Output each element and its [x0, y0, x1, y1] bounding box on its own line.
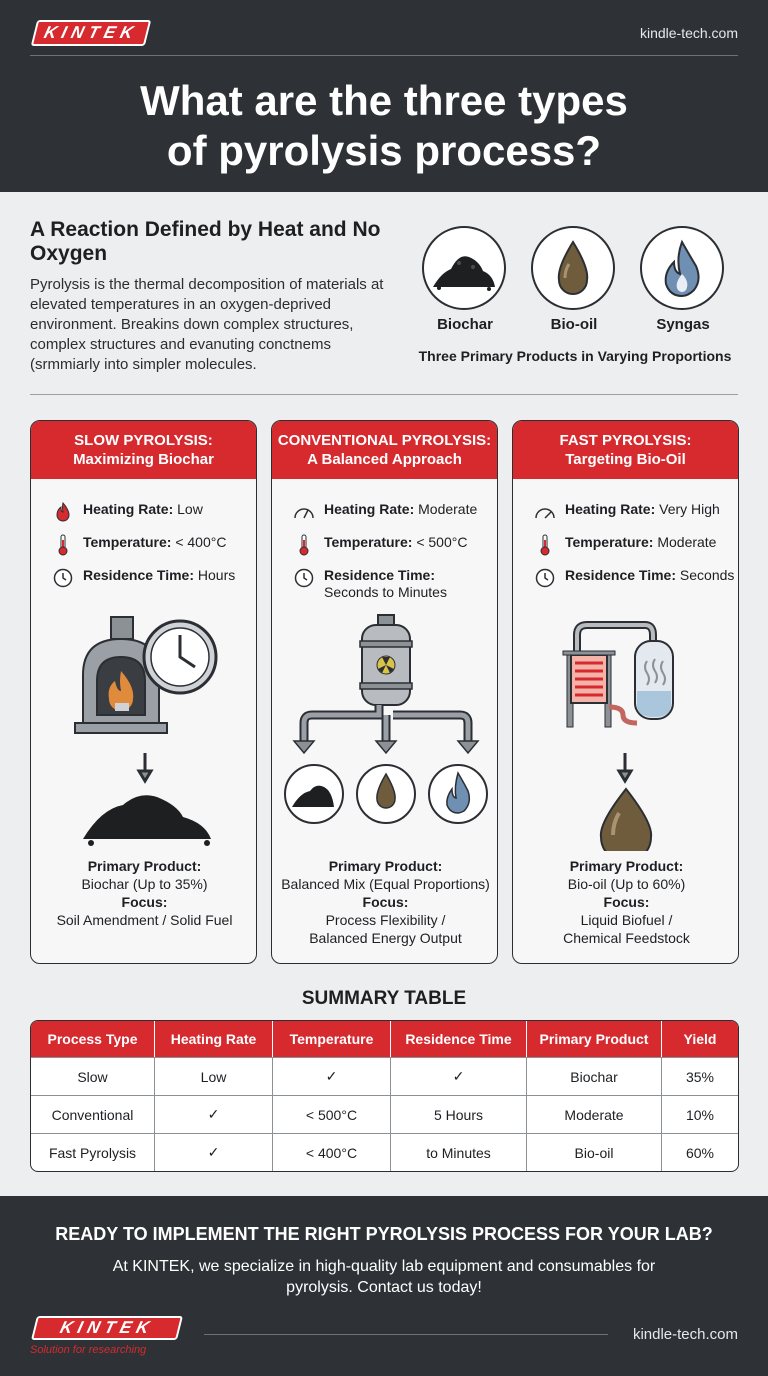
summary-table — [30, 1020, 739, 1172]
table-cell: Biochar — [527, 1057, 662, 1095]
param-value: Seconds to Minutes — [324, 584, 447, 600]
param-label: Residence Time: — [565, 567, 677, 583]
product-label: Primary Product: — [328, 858, 443, 874]
param-temperature — [51, 534, 226, 556]
focus-label: Focus: — [603, 894, 650, 910]
table-row — [31, 1095, 738, 1133]
param-label: Heating Rate: — [565, 501, 656, 517]
furnace-illustration — [31, 611, 257, 856]
product-label: Bio-oil — [550, 316, 598, 333]
clock-icon — [51, 567, 75, 589]
flame-icon — [640, 226, 724, 310]
product-label: Primary Product: — [87, 858, 202, 874]
reactor-illustration — [272, 611, 498, 856]
table-cell: 5 Hours — [391, 1095, 527, 1133]
table-cell: 10% — [662, 1095, 738, 1133]
param-label: Temperature: — [83, 534, 172, 550]
table-cell: < 400°C — [273, 1133, 391, 1171]
card-subtitle: A Balanced Approach — [307, 451, 462, 468]
card-fast-pyrolysis — [512, 420, 739, 964]
param-label: Residence Time: — [83, 567, 195, 583]
card-footer — [31, 857, 257, 929]
gauge-icon — [533, 501, 557, 523]
table-cell: Low — [155, 1057, 273, 1095]
focus-value: Soil Amendment / Solid Fuel — [56, 912, 233, 928]
product-label: Biochar — [437, 316, 493, 333]
card-footer — [272, 857, 498, 947]
param-temperature — [533, 534, 716, 556]
intro-text: Pyrolysis is the thermal decomposition of materials at elevated temperatures in an oxygen-deprived environment. Breakins down complex structures, complex structures and evanuting conctnems (srmmiarly into simpler molecules. — [30, 276, 384, 373]
param-label: Heating Rate: — [324, 501, 415, 517]
biochar-icon — [422, 226, 506, 310]
table-cell: 35% — [662, 1057, 738, 1095]
param-heating-rate — [51, 501, 203, 523]
col-header: Yield — [662, 1021, 738, 1057]
section-divider — [30, 394, 738, 395]
thermometer-icon — [533, 534, 557, 556]
param-label: Residence Time: — [324, 567, 436, 583]
product-value: Bio-oil (Up to 60%) — [567, 876, 686, 892]
col-header: Primary Product — [527, 1021, 662, 1057]
param-residence-time — [533, 567, 734, 589]
page-header — [0, 0, 768, 192]
card-footer — [513, 857, 739, 947]
product-biochar — [422, 226, 508, 333]
table-cell: Moderate — [527, 1095, 662, 1133]
oil-drop-icon — [531, 226, 615, 310]
thermometer-icon — [51, 534, 75, 556]
header-divider — [30, 55, 738, 56]
product-value: Biochar (Up to 35%) — [81, 876, 208, 892]
table-cell: < 500°C — [273, 1095, 391, 1133]
summary-title: SUMMARY TABLE — [301, 988, 467, 1009]
logo-slogan: Solution for researching — [30, 1344, 147, 1356]
page-title — [0, 76, 768, 176]
title-line-2: of pyrolysis process? — [166, 127, 602, 174]
card-title: CONVENTIONAL PYROLYSIS: — [277, 432, 492, 449]
kintek-logo[interactable] — [31, 1316, 183, 1340]
card-title: FAST PYROLYSIS: — [559, 432, 692, 449]
table-header-row — [31, 1021, 738, 1057]
gauge-icon — [292, 501, 316, 523]
card-subtitle: Targeting Bio-Oil — [565, 451, 686, 468]
table-row — [31, 1133, 738, 1171]
param-label: Temperature: — [565, 534, 654, 550]
reactor-condenser-illustration — [513, 611, 739, 856]
product-bio-oil — [531, 226, 617, 333]
focus-value: Process Flexibility / — [325, 912, 446, 928]
table-cell: Fast Pyrolysis — [31, 1133, 155, 1171]
products-caption: Three Primary Products in Varying Proportions — [418, 348, 732, 364]
param-label: Temperature: — [324, 534, 413, 550]
table-row — [31, 1057, 738, 1095]
param-residence-time — [51, 567, 235, 589]
param-temperature — [292, 534, 467, 556]
clock-icon — [292, 567, 316, 589]
focus-value: Liquid Biofuel / — [580, 912, 673, 928]
product-label: Syngas — [656, 316, 710, 333]
card-subtitle: Maximizing Biochar — [73, 451, 214, 468]
table-cell: 60% — [662, 1133, 738, 1171]
intro-heading: A Reaction Defined by Heat and No Oxygen — [30, 218, 381, 265]
param-value: Very High — [659, 501, 720, 517]
col-header: Residence Time — [391, 1021, 527, 1057]
clock-icon — [533, 567, 557, 589]
param-value: Low — [177, 501, 203, 517]
product-value: Balanced Mix (Equal Proportions) — [281, 876, 490, 892]
param-value: Seconds — [679, 567, 735, 583]
param-heating-rate — [292, 501, 477, 523]
thermometer-icon — [292, 534, 316, 556]
kintek-logo[interactable] — [31, 20, 151, 46]
card-title: SLOW PYROLYSIS: — [74, 432, 213, 449]
footer-divider — [204, 1334, 608, 1335]
table-cell: ✓ — [391, 1057, 527, 1095]
cta-heading: READY TO IMPLEMENT THE RIGHT PYROLYSIS PROCESS FOR YOUR LAB? — [55, 1224, 713, 1244]
product-syngas — [640, 226, 726, 333]
col-header: Temperature — [273, 1021, 391, 1057]
col-header: Heating Rate — [155, 1021, 273, 1057]
table-cell: to Minutes — [391, 1133, 527, 1171]
param-residence-time — [292, 567, 447, 601]
logo-text: KINTEK — [58, 1318, 157, 1337]
param-value: < 400°C — [175, 534, 227, 550]
col-header: Process Type — [31, 1021, 155, 1057]
table-cell: ✓ — [273, 1057, 391, 1095]
card-header — [513, 421, 738, 479]
focus-value: Chemical Feedstock — [563, 930, 690, 946]
focus-value: Balanced Energy Output — [309, 930, 462, 946]
focus-label: Focus: — [362, 894, 409, 910]
card-header — [31, 421, 256, 479]
page-footer — [0, 1196, 768, 1376]
title-line-1: What are the three types — [140, 77, 628, 124]
table-cell: ✓ — [155, 1133, 273, 1171]
site-url[interactable]: kindle-tech.com — [639, 25, 738, 41]
table-cell: ✓ — [155, 1095, 273, 1133]
table-cell: Bio-oil — [527, 1133, 662, 1171]
card-slow-pyrolysis — [30, 420, 257, 964]
param-value: Moderate — [418, 501, 478, 517]
site-url[interactable]: kindle-tech.com — [632, 1326, 738, 1343]
logo-text: KINTEK — [42, 23, 141, 42]
table-cell: Slow — [31, 1057, 155, 1095]
param-value: < 500°C — [416, 534, 468, 550]
cta-text: At KINTEK, we specialize in high-quality lab equipment and consumables for pyrolysis. Contact us today! — [112, 1258, 656, 1296]
param-label: Heating Rate: — [83, 501, 174, 517]
focus-label: Focus: — [121, 894, 168, 910]
param-value: Hours — [197, 567, 236, 583]
param-value: Moderate — [657, 534, 717, 550]
param-heating-rate — [533, 501, 720, 523]
table-cell: Conventional — [31, 1095, 155, 1133]
card-header — [272, 421, 497, 479]
product-label: Primary Product: — [569, 858, 684, 874]
flame-icon — [51, 501, 75, 523]
card-conventional-pyrolysis — [271, 420, 498, 964]
